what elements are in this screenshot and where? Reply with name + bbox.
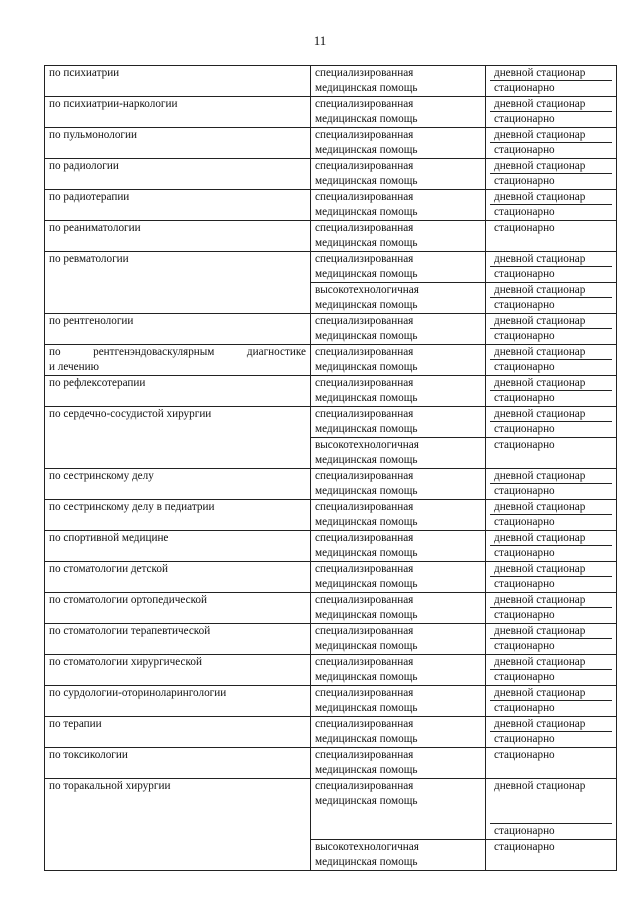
conditions-cell: дневной стационар стационарно	[486, 624, 617, 655]
conditions-cell: дневной стационар стационарно	[486, 66, 617, 97]
profile-cell: по токсикологии	[45, 748, 311, 779]
care-type-cell: высокотехнологичная медицинская помощь	[311, 438, 486, 469]
profile-cell: по спортивной медицине	[45, 531, 311, 562]
profile-cell: по реаниматологии	[45, 221, 311, 252]
care-type-cell: специализированная медицинская помощь	[311, 345, 486, 376]
conditions-cell: дневной стационар стационарно	[486, 562, 617, 593]
profile-cell: по радиологии	[45, 159, 311, 190]
care-type-cell: высокотехнологичная медицинская помощь	[311, 283, 486, 314]
care-type-cell: специализированная медицинская помощь	[311, 469, 486, 500]
profile-cell: по ревматологии	[45, 252, 311, 314]
table-row	[45, 717, 617, 748]
care-type-cell: специализированная медицинская помощь	[311, 500, 486, 531]
conditions-cell: дневной стационар стационарно	[486, 469, 617, 500]
care-type-cell: специализированная медицинская помощь	[311, 748, 486, 779]
table-row	[45, 376, 617, 407]
table-row	[45, 97, 617, 128]
profile-cell: по сестринскому делу в педиатрии	[45, 500, 311, 531]
profile-cell: по рефлексотерапии	[45, 376, 311, 407]
care-type-cell: специализированная медицинская помощь	[311, 159, 486, 190]
care-type-cell: специализированная медицинская помощь	[311, 376, 486, 407]
table-row	[45, 531, 617, 562]
table-row	[45, 159, 617, 190]
conditions-cell: дневной стационар стационарно	[486, 686, 617, 717]
care-type-cell: специализированная медицинская помощь	[311, 97, 486, 128]
table-row	[45, 686, 617, 717]
care-type-cell: специализированная медицинская помощь	[311, 686, 486, 717]
profile-cell: по стоматологии хирургической	[45, 655, 311, 686]
profile-cell: по сурдологии-оториноларингологии	[45, 686, 311, 717]
care-type-cell: специализированная медицинская помощь	[311, 593, 486, 624]
conditions-cell: дневной стационар стационарно	[486, 531, 617, 562]
conditions-cell: дневной стационар стационарно	[486, 345, 617, 376]
profile-cell: по стоматологии терапевтической	[45, 624, 311, 655]
conditions-cell: дневной стационар стационарно	[486, 655, 617, 686]
table-row	[45, 748, 617, 779]
care-type-cell: специализированная медицинская помощь	[311, 717, 486, 748]
conditions-cell: стационарно	[486, 221, 617, 252]
care-type-cell: специализированная медицинская помощь	[311, 562, 486, 593]
care-type-cell: специализированная медицинская помощь	[311, 779, 486, 840]
profile-cell: по терапии	[45, 717, 311, 748]
profile-cell: по стоматологии ортопедической	[45, 593, 311, 624]
care-type-cell: специализированная медицинская помощь	[311, 531, 486, 562]
profile-cell: по психиатрии	[45, 66, 311, 97]
care-type-cell: специализированная медицинская помощь	[311, 407, 486, 438]
table-row	[45, 221, 617, 252]
table-row	[45, 314, 617, 345]
profile-cell: по психиатрии-наркологии	[45, 97, 311, 128]
table-row	[45, 252, 617, 283]
conditions-cell: дневной стационар стационарно	[486, 283, 617, 314]
profile-cell: по торакальной хирургии	[45, 779, 311, 871]
table-row	[45, 66, 617, 97]
care-type-cell: специализированная медицинская помощь	[311, 66, 486, 97]
conditions-cell: стационарно	[486, 748, 617, 779]
conditions-cell: дневной стационар стационарно	[486, 407, 617, 438]
conditions-cell: дневной стационар стационарно	[486, 97, 617, 128]
care-type-cell: высокотехнологичная медицинская помощь	[311, 840, 486, 871]
profile-cell: по стоматологии детской	[45, 562, 311, 593]
table-row	[45, 469, 617, 500]
conditions-cell: дневной стационар стационарно	[486, 159, 617, 190]
profile-cell: по пульмонологии	[45, 128, 311, 159]
profile-cell: по радиотерапии	[45, 190, 311, 221]
conditions-cell: дневной стационар стационарно	[486, 128, 617, 159]
care-type-cell: специализированная медицинская помощь	[311, 314, 486, 345]
conditions-cell: дневной стационар стационарно	[486, 717, 617, 748]
conditions-cell: дневной стационар стационарно	[486, 314, 617, 345]
conditions-cell: дневной стационар стационарно	[486, 252, 617, 283]
profile-cell: по сестринскому делу	[45, 469, 311, 500]
conditions-cell: стационарно	[486, 438, 617, 469]
profile-cell: по сердечно-сосудистой хирургии	[45, 407, 311, 469]
table-row	[45, 562, 617, 593]
table-row	[45, 624, 617, 655]
care-type-cell: специализированная медицинская помощь	[311, 190, 486, 221]
table-row	[45, 407, 617, 438]
care-type-cell: специализированная медицинская помощь	[311, 252, 486, 283]
table-row	[45, 128, 617, 159]
table-row	[45, 500, 617, 531]
conditions-cell: дневной стационар стационарно	[486, 593, 617, 624]
table-row	[45, 593, 617, 624]
conditions-cell: дневной стационар стационарно	[486, 376, 617, 407]
profile-cell: по рентгенологии	[45, 314, 311, 345]
care-type-cell: специализированная медицинская помощь	[311, 655, 486, 686]
conditions-cell: стационарно	[486, 840, 617, 871]
conditions-cell: дневной стационар стационарно	[486, 500, 617, 531]
table-row	[45, 779, 617, 840]
page-number: 11	[313, 33, 327, 48]
table-row	[45, 190, 617, 221]
medical-care-table	[44, 65, 617, 871]
table-row	[45, 345, 617, 376]
conditions-cell: дневной стационар стационарно	[486, 779, 617, 840]
care-type-cell: специализированная медицинская помощь	[311, 221, 486, 252]
care-type-cell: специализированная медицинская помощь	[311, 624, 486, 655]
profile-cell: по рентгенэндоваскулярным диагностике и лечению	[45, 345, 311, 376]
table-row	[45, 655, 617, 686]
care-type-cell: специализированная медицинская помощь	[311, 128, 486, 159]
conditions-cell: дневной стационар стационарно	[486, 190, 617, 221]
